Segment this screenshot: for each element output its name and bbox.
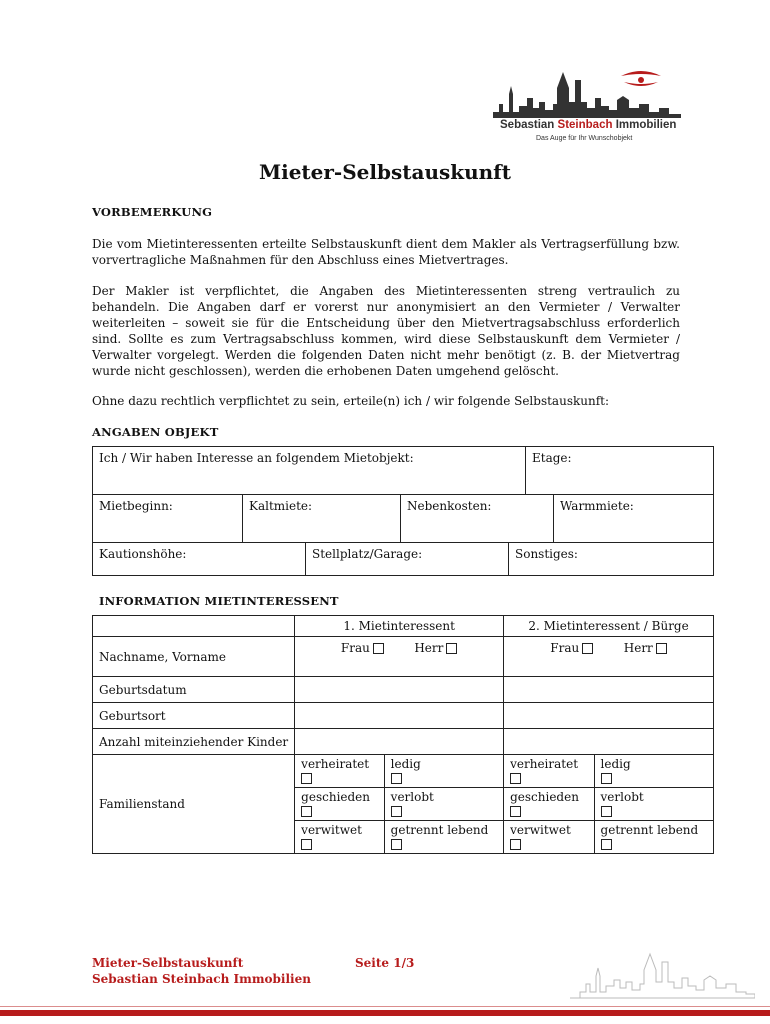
col2-label: 2. Mietinteressent / Bürge	[528, 619, 689, 633]
info-corner	[93, 616, 295, 637]
logo-tagline: Das Auge für Ihr Wunschobjekt	[536, 135, 633, 142]
status-getrennt-2[interactable]	[594, 821, 713, 854]
geburtsdatum-label: Geburtsdatum	[99, 682, 187, 697]
sonstiges-label: Sonstiges:	[515, 547, 578, 561]
col1-label: 1. Mietinteressent	[343, 619, 455, 633]
getrennt-label-2: getrennt lebend	[600, 823, 699, 837]
company-logo	[483, 68, 693, 150]
logo-name-3: Immobilien	[615, 119, 677, 131]
geburtsort-field-1[interactable]	[295, 703, 504, 729]
logo-name-1: Sebastian	[500, 119, 555, 131]
vorbemerkung-p3: Ohne dazu rechtlich verpflichtet zu sein, erteile(n) ich / wir folgende Selbstauskunft:	[92, 394, 610, 408]
ledig-label-1: ledig	[390, 757, 421, 771]
status-verlobt-2[interactable]	[594, 788, 713, 821]
verheiratet-checkbox-2[interactable]	[510, 773, 521, 784]
footer-page: Seite 1/3	[355, 956, 415, 970]
footer-thin-line	[0, 1006, 770, 1007]
verwitwet-checkbox-2[interactable]	[510, 839, 521, 850]
kinder-row-label	[93, 729, 295, 755]
frau-checkbox-2[interactable]	[582, 643, 593, 654]
objekt-table-1	[92, 446, 714, 495]
status-getrennt-1[interactable]	[384, 821, 503, 854]
col2-header	[504, 616, 714, 637]
geburtsort-field-2[interactable]	[504, 703, 714, 729]
getrennt-checkbox-1[interactable]	[391, 839, 402, 850]
kaution-label: Kautionshöhe:	[99, 547, 187, 561]
skyline-icon	[483, 68, 693, 120]
info-table	[92, 615, 714, 854]
status-verwitwet-1[interactable]	[295, 821, 385, 854]
name-row-label	[93, 637, 295, 677]
frau-checkbox-1[interactable]	[373, 643, 384, 654]
etage-field[interactable]	[526, 447, 714, 495]
geburtsort-row-label	[93, 703, 295, 729]
status-geschieden-2[interactable]	[504, 788, 594, 821]
col1-header	[295, 616, 504, 637]
verwitwet-checkbox-1[interactable]	[301, 839, 312, 850]
familienstand-row-label	[93, 755, 295, 854]
herr-label-1: Herr	[414, 641, 444, 655]
verheiratet-label-2: verheiratet	[510, 757, 579, 771]
objekt-table-3	[92, 542, 714, 576]
geschieden-label-2: geschieden	[510, 790, 579, 804]
ledig-checkbox-2[interactable]	[601, 773, 612, 784]
geburtsdatum-field-1[interactable]	[295, 677, 504, 703]
ledig-label-2: ledig	[600, 757, 631, 771]
herr-label-2: Herr	[623, 641, 653, 655]
frau-label-2: Frau	[550, 641, 580, 655]
verlobt-label-1: verlobt	[390, 790, 434, 804]
stellplatz-field[interactable]	[306, 543, 509, 576]
status-ledig-1[interactable]	[384, 755, 503, 788]
footer-company: Sebastian Steinbach Immobilien	[92, 972, 311, 986]
nebenkosten-label: Nebenkosten:	[407, 499, 492, 513]
herr-checkbox-2[interactable]	[656, 643, 667, 654]
status-ledig-2[interactable]	[594, 755, 713, 788]
ledig-checkbox-1[interactable]	[391, 773, 402, 784]
vorbemerkung-p1: Die vom Mietinteressenten erteilte Selbstauskunft dient dem Makler als Vertragserfüllung bzw. vorvertragliche Maßnahmen für den Abschluss eines Mietvertrages.	[92, 237, 680, 267]
geschieden-checkbox-2[interactable]	[510, 806, 521, 817]
footer-doc: Mieter-Selbstauskunft	[92, 956, 244, 970]
status-verwitwet-2[interactable]	[504, 821, 594, 854]
kinder-field-2[interactable]	[504, 729, 714, 755]
verwitwet-label-1: verwitwet	[301, 823, 362, 837]
status-verheiratet-1[interactable]	[295, 755, 385, 788]
getrennt-label-1: getrennt lebend	[390, 823, 489, 837]
herr-checkbox-1[interactable]	[446, 643, 457, 654]
geburtsdatum-field-2[interactable]	[504, 677, 714, 703]
name-label: Nachname, Vorname	[99, 649, 226, 664]
frau-label-1: Frau	[340, 641, 370, 655]
etage-label: Etage:	[532, 451, 572, 465]
familienstand-label: Familienstand	[99, 797, 185, 811]
mietobjekt-label: Ich / Wir haben Interesse an folgendem Mietobjekt:	[99, 451, 414, 465]
geburtsort-label: Geburtsort	[99, 708, 166, 723]
objekt-table-2	[92, 494, 714, 543]
mietbeginn-label: Mietbeginn:	[99, 499, 173, 513]
name-field-1[interactable]	[295, 637, 504, 677]
verheiratet-label-1: verheiratet	[301, 757, 370, 771]
kinder-label: Anzahl miteinziehender Kinder	[99, 734, 289, 749]
geschieden-label-1: geschieden	[301, 790, 371, 804]
logo-name-2: Steinbach	[557, 119, 613, 131]
info-heading: INFORMATION MIETINTERESSENT	[99, 594, 339, 608]
geschieden-checkbox-1[interactable]	[301, 806, 312, 817]
mietbeginn-field[interactable]	[93, 495, 243, 543]
vorbemerkung-p2: Der Makler ist verpflichtet, die Angaben des Mietinteressenten streng vertraulich zu behandeln. Die Angaben darf er vorerst nur anonymisiert an den Vermieter / Verwalter weiterleiten – soweit sie für die Entscheidung über den Mietvertragsabschluss erforderlich sind. Sollte es zum Vertragsabschluss kommen, wird diese Selbstauskunft dem Vermieter / Verwalter vorgelegt. Werden die folgenden Daten nicht mehr benötigt (z. B. der Mietvertrag wurde nicht geschlossen), werden die erhobenen Daten umgehend gelöscht.	[92, 284, 680, 378]
stellplatz-label: Stellplatz/Garage:	[312, 547, 423, 561]
kaution-field[interactable]	[93, 543, 306, 576]
vorbemerkung-heading: VORBEMERKUNG	[92, 205, 213, 219]
kaltmiete-label: Kaltmiete:	[249, 499, 313, 513]
kinder-field-1[interactable]	[295, 729, 504, 755]
name-field-2[interactable]	[504, 637, 714, 677]
verlobt-checkbox-1[interactable]	[391, 806, 402, 817]
verlobt-label-2: verlobt	[600, 790, 644, 804]
status-geschieden-1[interactable]	[295, 788, 385, 821]
verlobt-checkbox-2[interactable]	[601, 806, 612, 817]
objekt-heading: ANGABEN OBJEKT	[92, 425, 219, 439]
page-title: Mieter-Selbstauskunft	[258, 160, 512, 184]
warmmiete-label: Warmmiete:	[560, 499, 634, 513]
sonstiges-field[interactable]	[509, 543, 714, 576]
warmmiete-field[interactable]	[554, 495, 714, 543]
getrennt-checkbox-2[interactable]	[601, 839, 612, 850]
status-verlobt-1[interactable]	[384, 788, 503, 821]
footer-skyline-icon	[570, 948, 755, 1002]
mietobjekt-field[interactable]	[93, 447, 526, 495]
nebenkosten-field[interactable]	[401, 495, 554, 543]
kaltmiete-field[interactable]	[243, 495, 401, 543]
verheiratet-checkbox-1[interactable]	[301, 773, 312, 784]
verwitwet-label-2: verwitwet	[510, 823, 571, 837]
geburtsdatum-row-label	[93, 677, 295, 703]
status-verheiratet-2[interactable]	[504, 755, 594, 788]
footer-red-bar	[0, 1010, 770, 1016]
